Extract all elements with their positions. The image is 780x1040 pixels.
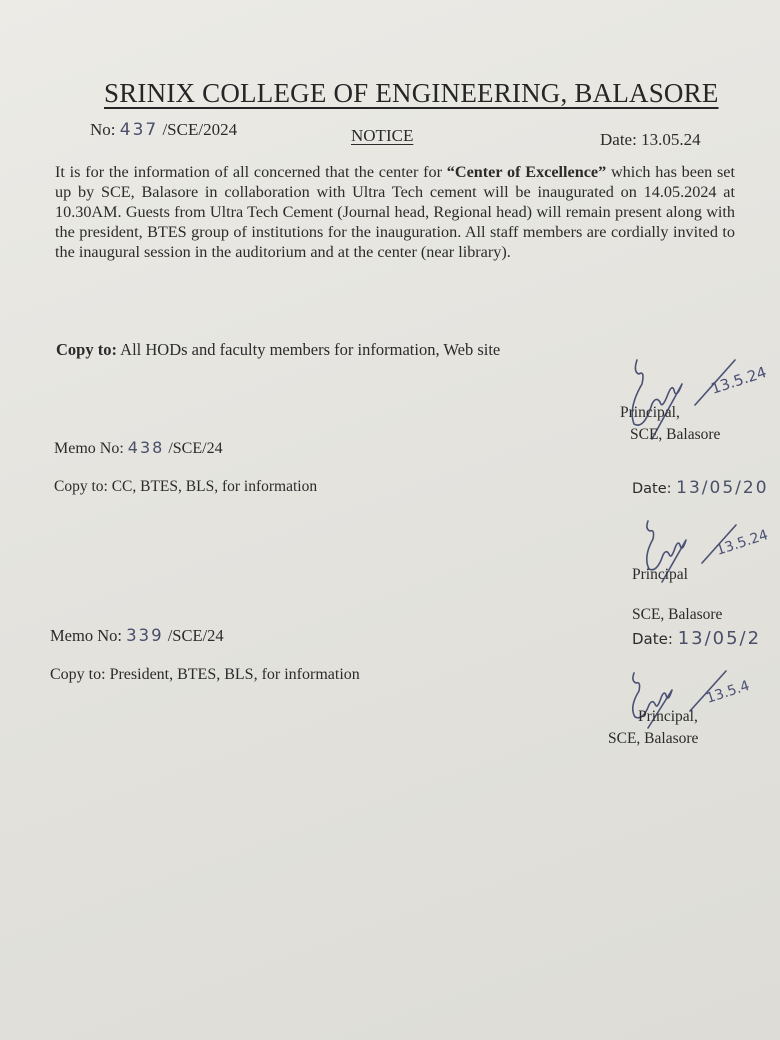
memo-3-date-handwritten: 13/05/2	[677, 628, 762, 649]
notice-number-suffix: /SCE/2024	[162, 120, 238, 139]
copy-to-text: All HODs and faculty members for information, Web site	[116, 340, 501, 359]
memo-3-number-line	[50, 626, 224, 646]
memo-3-label: Memo No:	[50, 626, 122, 645]
memo-2-number-handwritten: 438	[127, 438, 165, 457]
memo-3-date	[632, 628, 761, 649]
memo-2-date	[632, 478, 769, 498]
notice-number-label: No:	[90, 120, 116, 139]
memo-3-suffix: /SCE/24	[167, 626, 224, 645]
memo-3-date-label: Date:	[632, 630, 673, 648]
copy-to-label: Copy to:	[56, 340, 117, 359]
signature-block-2	[632, 555, 722, 635]
notice-copy-to	[56, 340, 500, 360]
notice-body	[55, 162, 735, 262]
memo-2-copy-to: Copy to: CC, BTES, BLS, for information	[54, 478, 318, 495]
memo-2-label: Memo No:	[54, 440, 124, 457]
memo-3-copy-to: Copy to: President, BTES, BLS, for information	[50, 666, 360, 683]
signature-1-role: Principal,	[620, 404, 680, 421]
memo-2-date-handwritten: 13/05/20	[676, 478, 769, 498]
memo-3-number-handwritten: 339	[126, 626, 164, 645]
notice-number-line	[90, 120, 237, 140]
signature-3-date: 13.5.4	[704, 677, 752, 707]
signature-2-role: Principal	[632, 566, 688, 583]
signature-2-date: 13.5.24	[714, 527, 771, 559]
notice-body-part-1: It is for the information of all concerned that the center for	[55, 163, 447, 181]
signature-1-date: 13.5.24	[708, 362, 769, 398]
memo-2-date-label: Date:	[632, 481, 672, 497]
memo-2-suffix: /SCE/24	[168, 440, 223, 457]
memo-2-number-line	[54, 438, 223, 458]
notice-date: Date: 13.05.24	[600, 130, 701, 149]
notice-number-handwritten: 437	[119, 120, 159, 140]
notice-heading: NOTICE	[351, 126, 414, 145]
signature-2-org: SCE, Balasore	[632, 606, 723, 623]
notice-body-bold: “Center of Excellence”	[446, 163, 607, 181]
college-title: SRINIX COLLEGE OF ENGINEERING, BALASORE	[104, 78, 719, 108]
signature-1-org: SCE, Balasore	[630, 426, 721, 443]
signature-3-role: Principal,	[638, 708, 698, 725]
notice-body-part-2: which has been set up by SCE, Balasore in collaboration with Ultra Tech cement will be inaugurated on 14.05.2024 at 10.30AM. Guests from Ultra Tech Cement (Journal head, Regional head) will remain present along with the president, BTES group of institutions for the inauguration. All staff members are cordially invited to the inaugural session in the auditorium and at the center (near library).	[55, 163, 735, 261]
signature-block-1	[620, 402, 720, 446]
signature-3-org: SCE, Balasore	[608, 730, 699, 747]
signature-block-3	[608, 706, 698, 750]
